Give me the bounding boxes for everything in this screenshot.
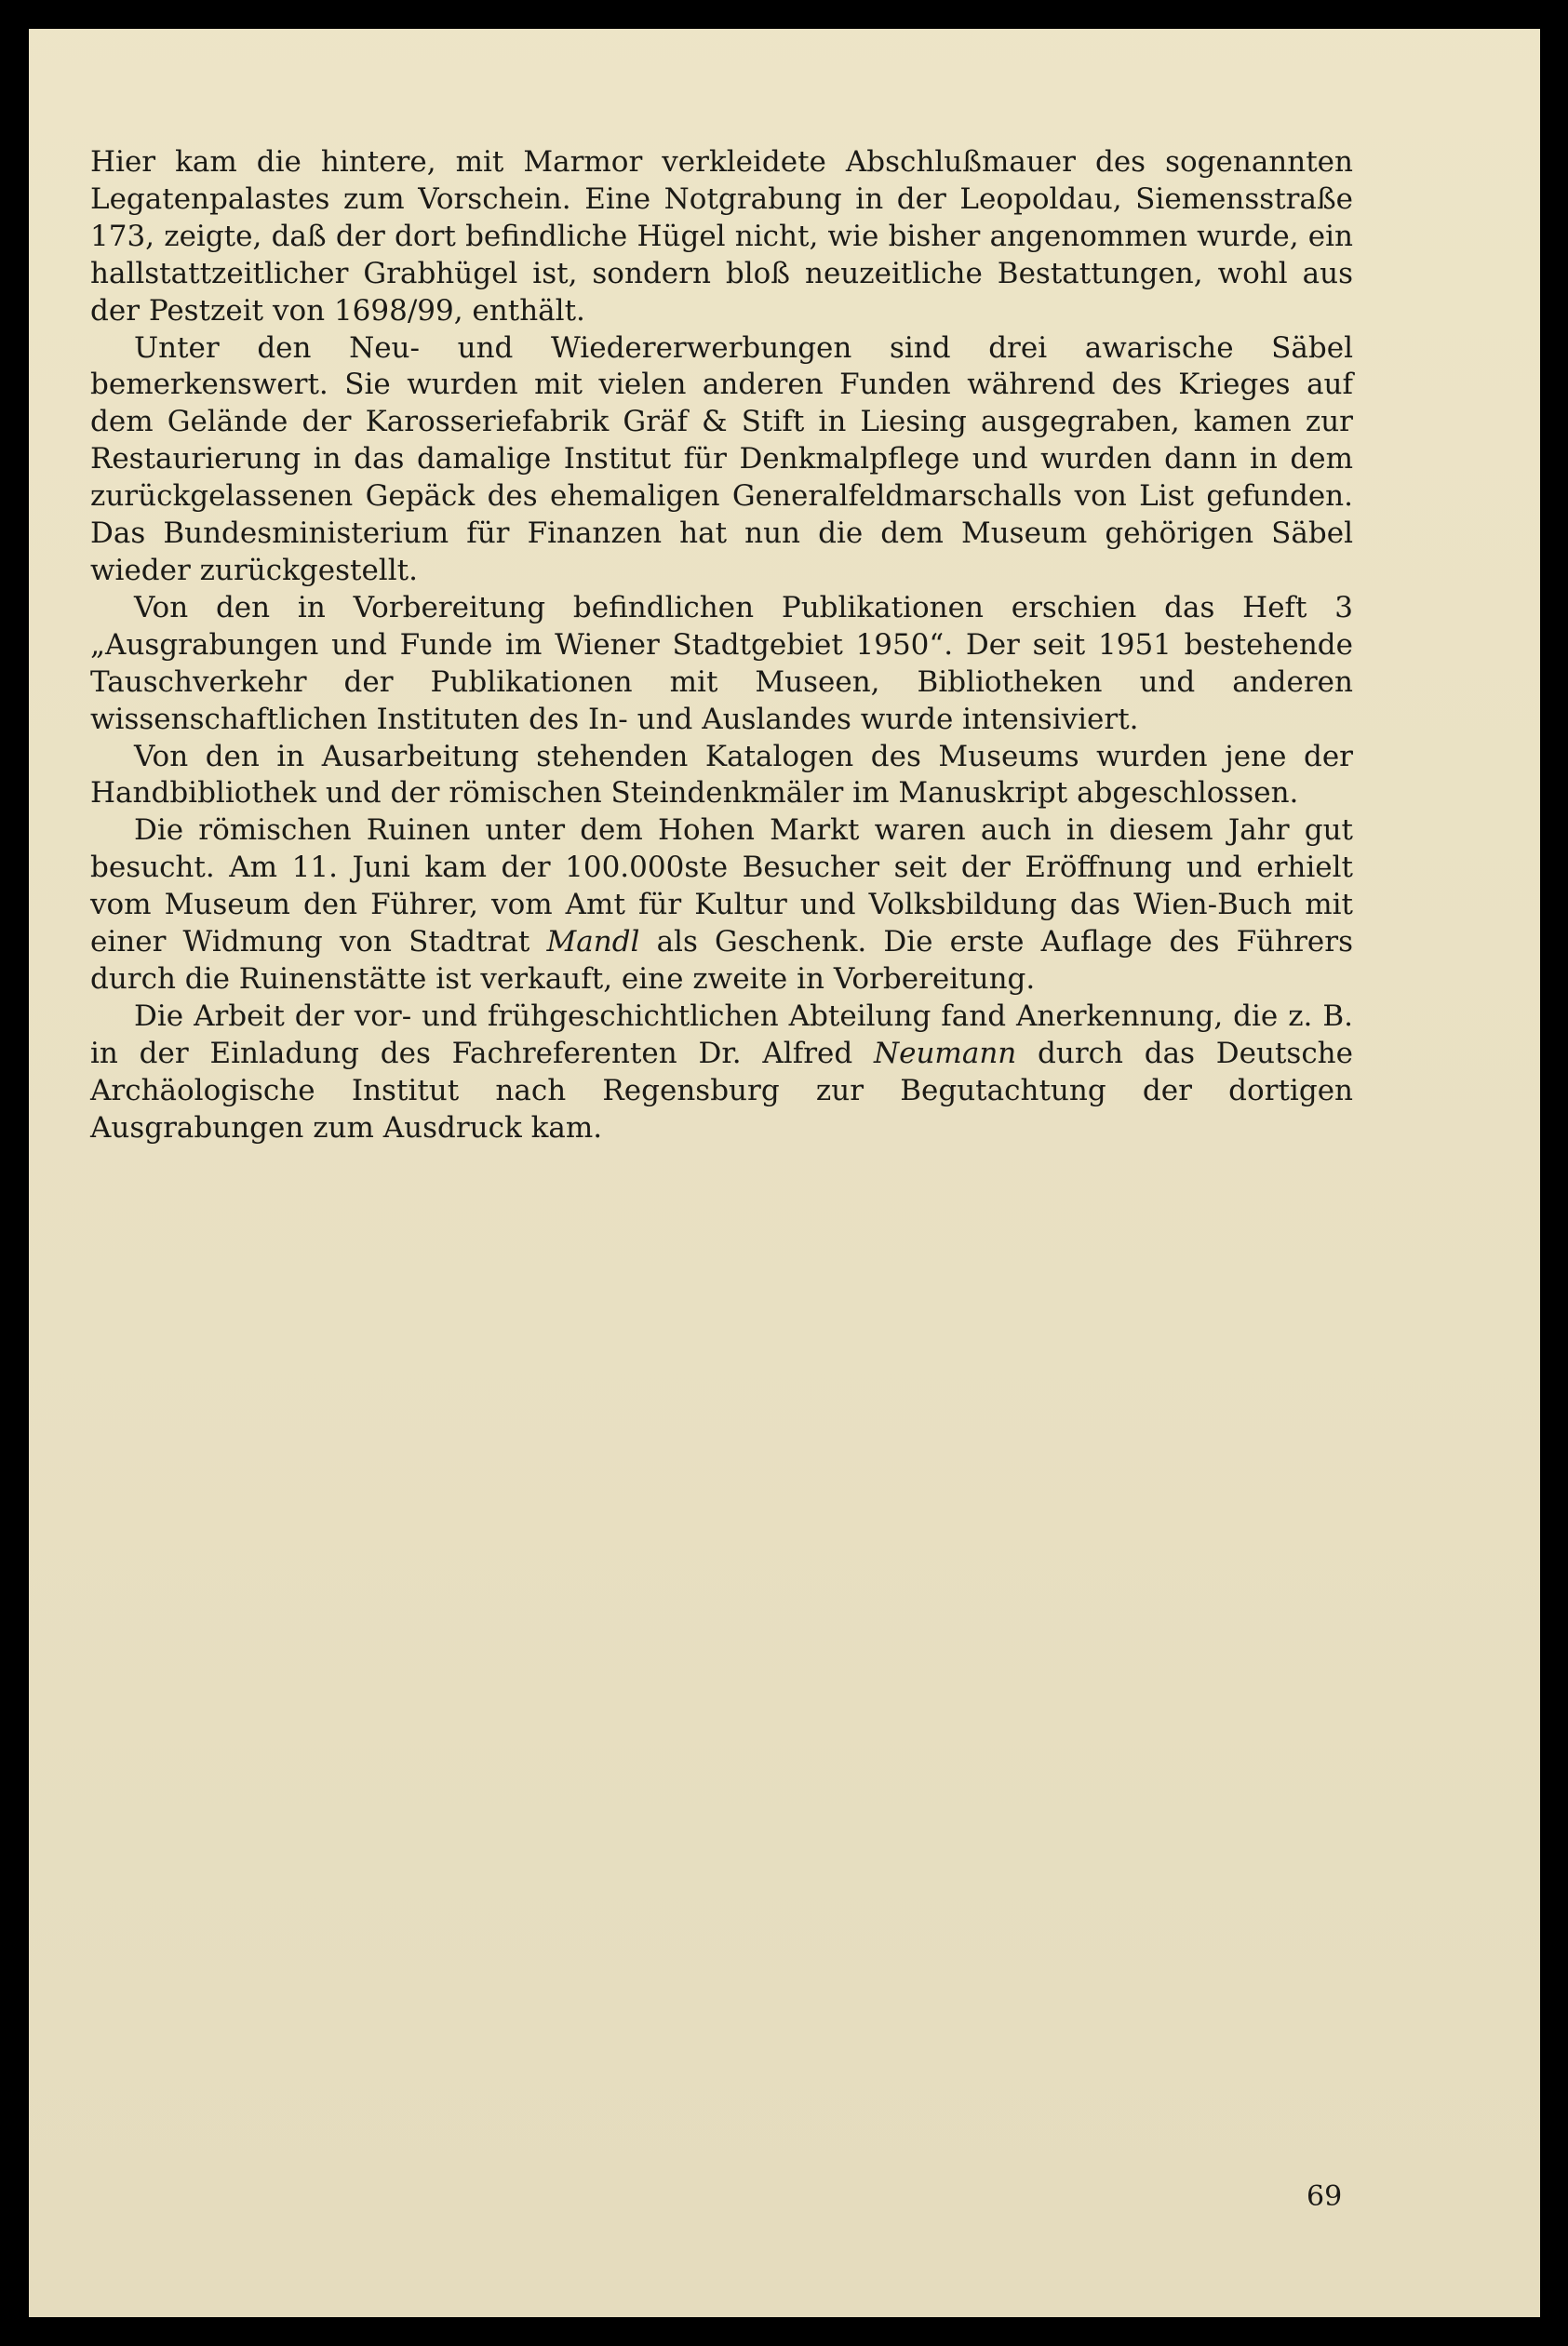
paragraph-text-part: als Geschenk. Die erste Auflage des Führers durch die Ruinenstätte ist verkauft, eine zweite in Vorbereitung. (90, 925, 1354, 996)
paragraph-awarian-sabres: Unter den Neu- und Wiedererwerbungen sind drei awarische Säbel bemerkenswert. Sie wurden mit vielen anderen Funden während des Krieges auf dem Gelände der Karosseriefabrik Gräf & Stift in Liesing ausgegraben, kamen zur Restaurierung in das damalige Institut für Denkmalpflege und wurden dann in dem zurückgelassenen Gepäck des ehemaligen Generalfeldmarschalls von List gefunden. Das Bundesministerium für Finanzen hat nun die dem Museum gehörigen Säbel wieder zurückgestellt. (90, 330, 1353, 587)
paragraph-excavation-legatenpalast: Hier kam die hintere, mit Marmor verkleidete Abschlußmauer des sogenannten Legatenpalastes zum Vorschein. Eine Notgrabung in der Leopoldau, Siemensstraße 173, zeigte, daß der dort befindliche Hügel nicht, wie bisher angenommen wurde, ein hallstattzeitlicher Grabhügel ist, sondern bloß neuzeitliche Bestattungen, wohl aus der Pestzeit von 1698/99, enthält. (90, 145, 1353, 328)
paragraph-roman-ruins (90, 812, 1353, 999)
paragraph-catalogues: Von den in Ausarbeitung stehenden Katalogen des Museums wurden jene der Handbibliothek und der römischen Steindenkmäler im Manuskript abgeschlossen. (90, 739, 1353, 811)
person-name-mandl: Mandl (546, 925, 640, 959)
paragraph-text-part: Die römischen Ruinen unter dem Hohen Markt waren auch in diesem Jahr gut besucht. Am 11. Juni kam der 100.000ste Besucher seit der Eröffnung und erhielt vom Museum den Führer, vom Amt für Kultur und Volksbildung das Wien-Buch mit einer Widmung von Stadtrat (90, 813, 1353, 959)
body-text (90, 144, 1353, 1146)
paragraph-publications: Von den in Vorbereitung befindlichen Publikationen erschien das Heft 3 „Ausgrabungen und Funde im Wiener Stadtgebiet 1950“. Der seit 1951 bestehende Tauschverkehr der Publikationen mit Museen, Bibliotheken und anderen wissenschaftlichen Instituten des In- und Auslandes wurde intensiviert. (90, 590, 1353, 736)
paragraph-prehistoric-department (90, 999, 1353, 1147)
page-number: 69 (1307, 2180, 1343, 2213)
document-page (29, 29, 1540, 2317)
paragraph-text-part: Die Arbeit der vor- und frühgeschichtlichen Abteilung fand Anerkennung, die z. B. in der Einladung des Fachreferenten Dr. Alfred (90, 999, 1353, 1070)
person-name-neumann: Neumann (874, 1036, 1017, 1070)
paragraph-text-part: durch das Deutsche Archäologische Institut nach Regensburg zur Begutachtung der dortigen Ausgrabungen zum Ausdruck kam. (90, 1036, 1353, 1145)
